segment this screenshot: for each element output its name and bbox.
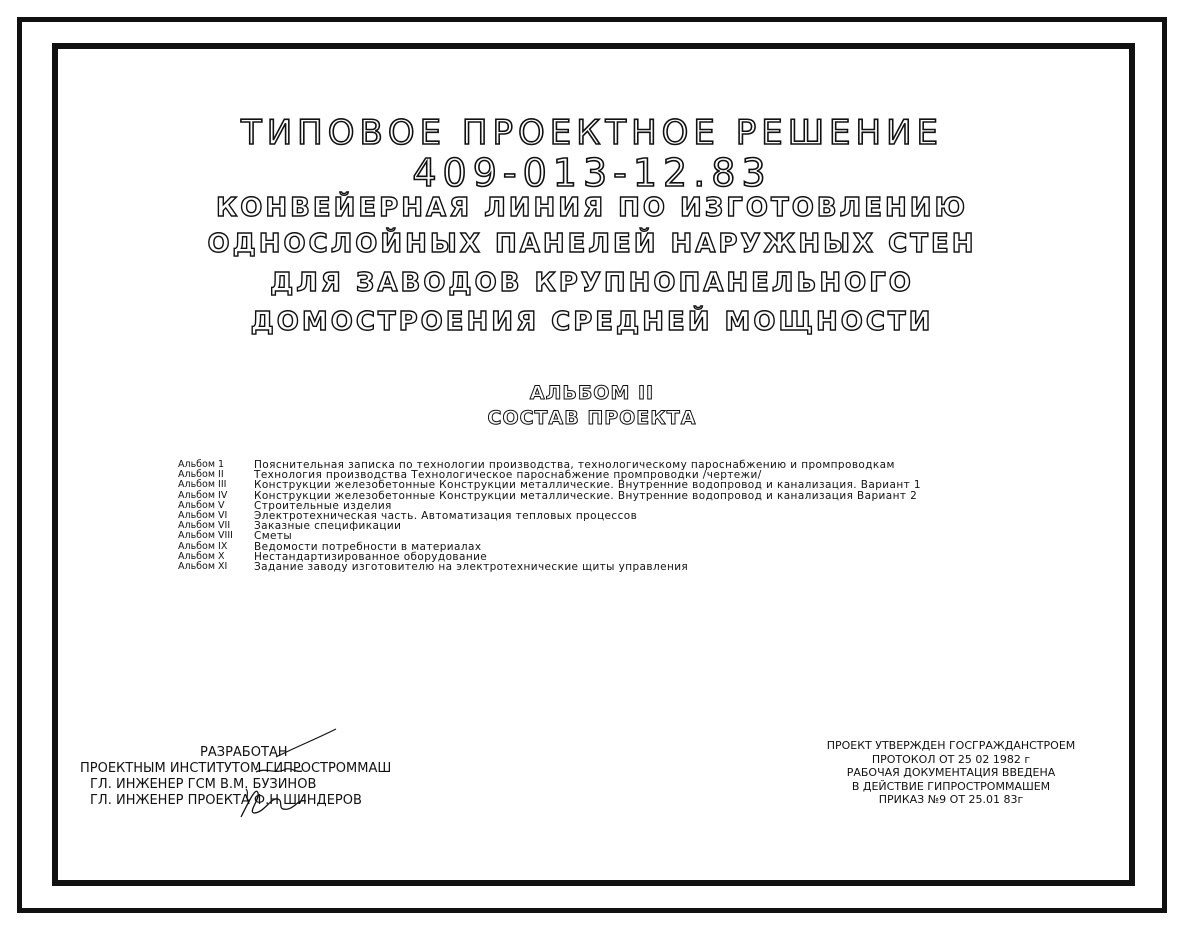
album-description: Пояснительная записка по технологии производства, технологическому пароснабжению и промпроводкам (254, 459, 895, 471)
approval-line: В ДЕЙСТВИЕ ГИПРОСТРОММАШЕМ (851, 779, 1051, 793)
album-description: Конструкции железобетонные Конструкции металлические. Внутренние водопровод и канализация Вариант 2 (254, 489, 918, 502)
album-description: Задание заводу изготовителю на электротехнические щиты управления (254, 561, 689, 574)
developer-line-0: РАЗРАБОТАН (200, 745, 288, 760)
developer-line-2: ГЛ. ИНЖЕНЕР ГСМ В.М. БУЗИНОВ (90, 777, 317, 792)
album-description: Ведомости потребности в материалах (254, 540, 482, 553)
album-number: Альбом II (178, 469, 224, 481)
list-item (178, 562, 921, 572)
album-number: Альбом V (178, 499, 225, 511)
document-heading: ТИПОВОЕ ПРОЕКТНОЕ РЕШЕНИЕ (240, 113, 944, 153)
album-label: АЛЬБОМ II (529, 382, 655, 404)
developer-line-3: ГЛ. ИНЖЕНЕР ПРОЕКТА Ф.Н ШИНДЕРОВ (90, 793, 362, 808)
approval-line: ПРИКАЗ №9 ОТ 25.01 83г (878, 793, 1024, 806)
document-number: 409-013-12.83 (412, 151, 772, 195)
album-description: Сметы (254, 530, 293, 543)
handwritten-signature (236, 727, 356, 822)
album-description: Технология производства Технологическое пароснабжение промпроводки /чертежи/ (254, 469, 762, 482)
album-number: Альбом X (178, 550, 225, 562)
album-number: Альбом IX (178, 540, 228, 552)
album-description: Строительные изделия (254, 499, 392, 512)
developer-line-1: ПРОЕКТНЫМ ИНСТИТУТОМ ГИПРОСТРОММАШ (80, 761, 392, 776)
album-number: Альбом VIII (178, 530, 233, 542)
album-description: Заказные спецификации (254, 520, 402, 533)
title-line-3: ДЛЯ ЗАВОДОВ КРУПНОПАНЕЛЬНОГО (270, 268, 914, 298)
album-number: Альбом XI (178, 561, 228, 573)
approval-line: ПРОЕКТ УТВЕРЖДЕН ГОСГРАЖДАНСТРОЕМ (826, 739, 1076, 752)
album-number: Альбом IV (178, 489, 228, 501)
album-number: Альбом VI (178, 510, 228, 522)
album-description: Конструкции железобетонные Конструкции металлические. Внутренние водопровод и канализация. Вариант 1 (254, 479, 921, 492)
album-number: Альбом III (178, 479, 227, 491)
approval-block (826, 739, 1076, 807)
album-description: Нестандартизированное оборудование (254, 550, 488, 563)
album-description: Электротехническая часть. Автоматизация тепловых процессов (254, 510, 638, 523)
approval-line: РАБОЧАЯ ДОКУМЕНТАЦИЯ ВВЕДЕНА (846, 766, 1056, 779)
title-line-2: ОДНОСЛОЙНЫХ ПАНЕЛЕЙ НАРУЖНЫХ СТЕН (207, 229, 977, 259)
title-line-1: КОНВЕЙЕРНАЯ ЛИНИЯ ПО ИЗГОТОВЛЕНИЮ (215, 193, 969, 223)
album-number: Альбом VII (178, 520, 231, 532)
approval-line: ПРОТОКОЛ ОТ 25 02 1982 г (871, 752, 1031, 766)
title-line-4: ДОМОСТРОЕНИЯ СРЕДНЕЙ МОЩНОСТИ (250, 307, 934, 337)
album-number: Альбом 1 (178, 459, 225, 470)
section-subtitle: СОСТАВ ПРОЕКТА (487, 407, 697, 429)
album-list (178, 460, 921, 572)
